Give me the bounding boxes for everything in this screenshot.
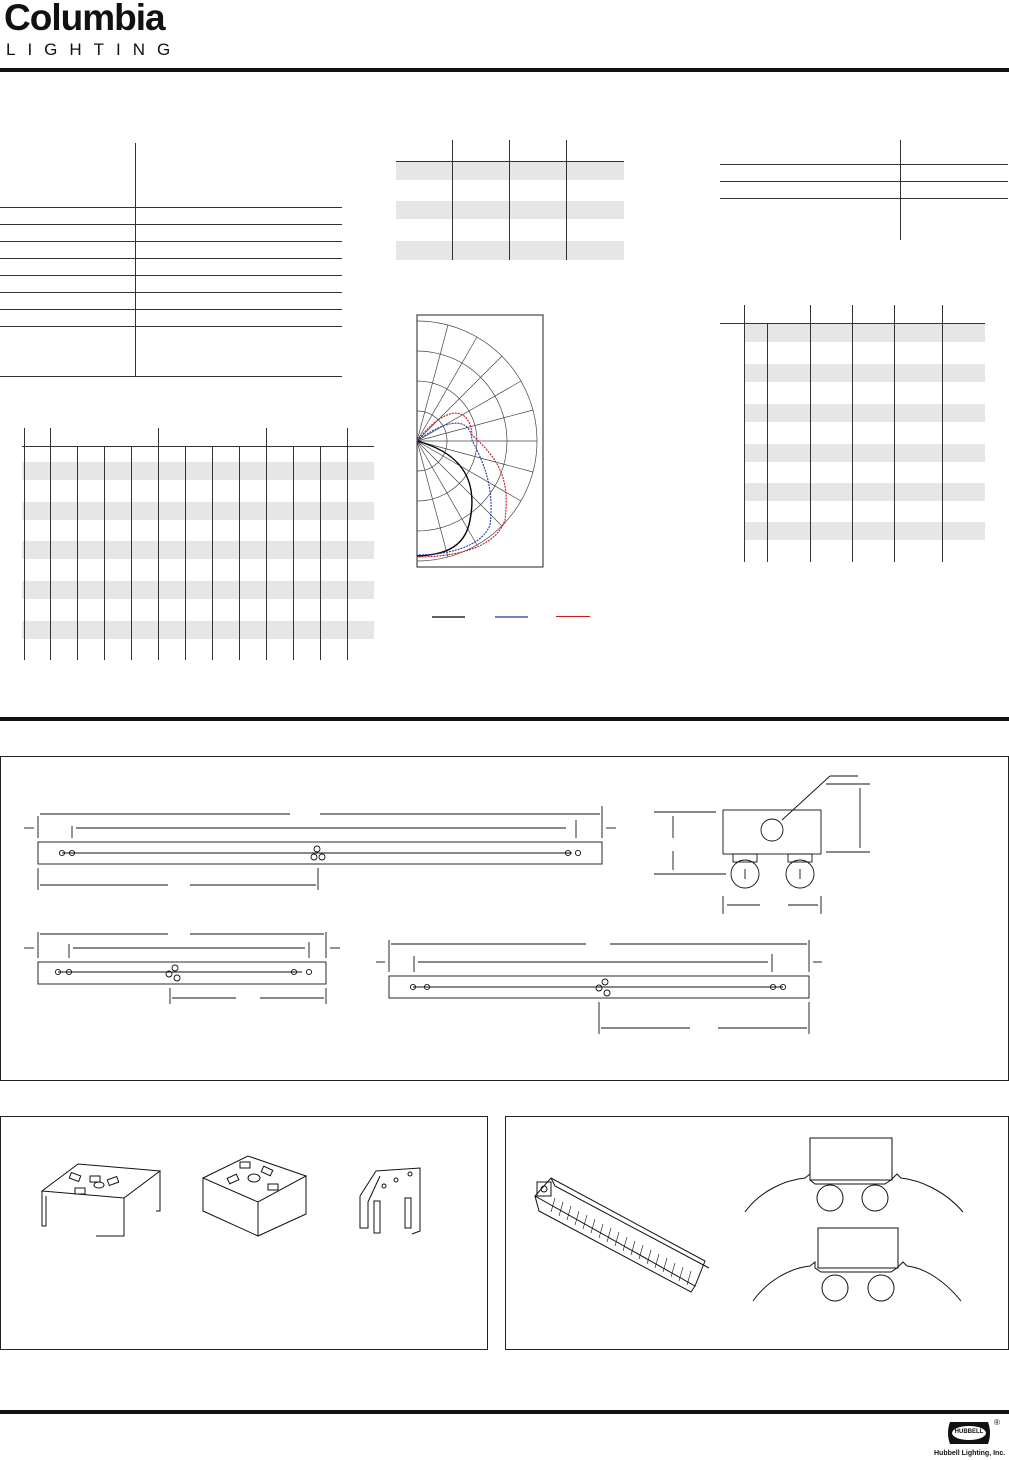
legend-red-sample [556,616,590,617]
section-rule [0,717,1009,721]
footer-rule [0,1410,1009,1414]
mounting-brackets-illustration [0,1116,488,1350]
candela-grid-table [22,428,374,660]
electrical-data-table [720,140,1009,242]
polar-candela-plot [410,310,550,630]
fixture-illustrations [505,1116,1009,1350]
brand-logo-name: Columbia [4,0,165,38]
hubbell-badge-text: HUBBELL [954,1429,984,1435]
dimension-drawings [0,756,1009,1081]
footer-company-name: Hubbell Lighting, Inc. [934,1450,1006,1457]
registered-mark: ® [994,1418,1000,1427]
brand-logo-subtitle: LIGHTING [6,40,183,59]
coefficient-table [720,305,986,563]
zonal-lumen-table [396,140,624,262]
hubbell-logo [934,1418,1006,1460]
spec-table [0,0,345,400]
